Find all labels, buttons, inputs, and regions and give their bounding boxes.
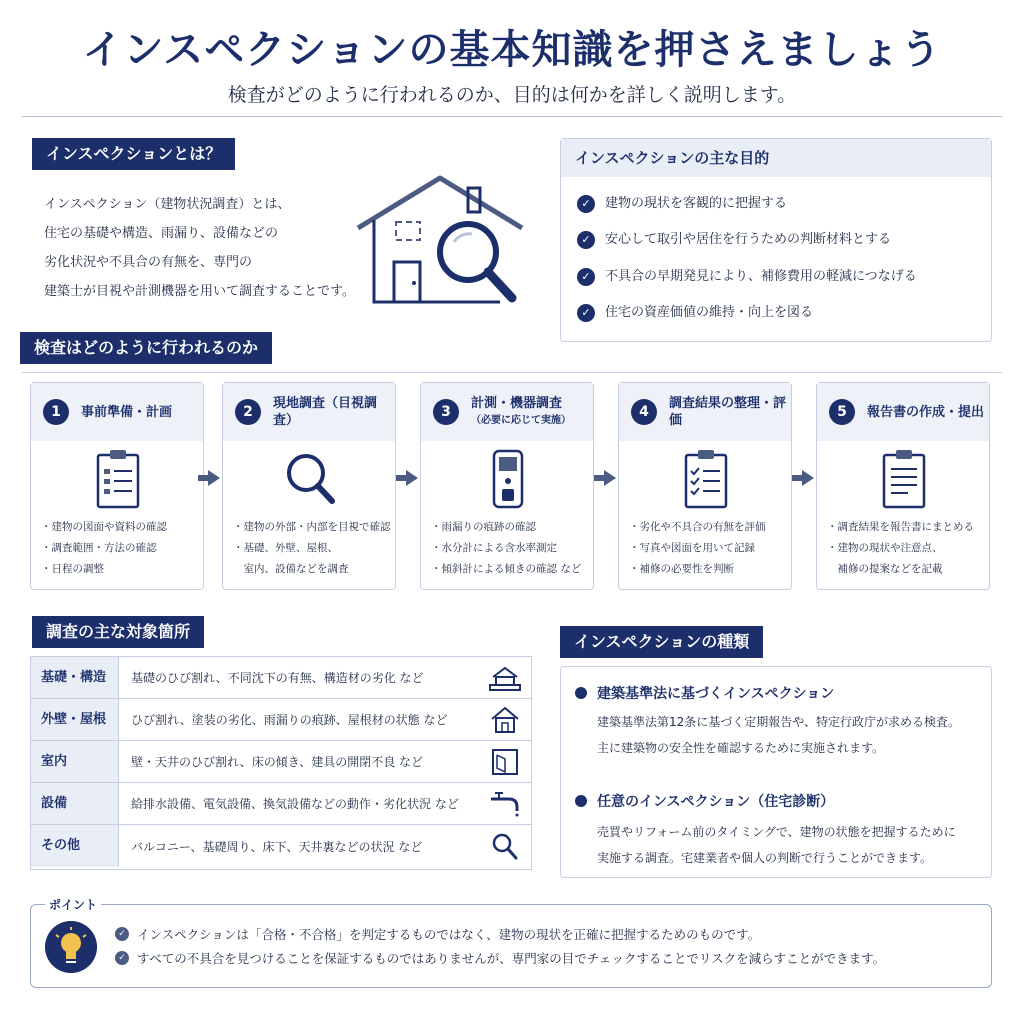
purpose-item [577, 266, 917, 288]
check-icon: ✓ [115, 951, 129, 965]
checklist-icon [676, 447, 736, 511]
row-description: 基礎のひび割れ、不同沈下の有無、構造材の劣化 など [131, 671, 424, 685]
check-icon: ✓ [115, 927, 129, 941]
type-title: 任意のインスペクション（住宅診断） [575, 791, 834, 811]
type-description [597, 819, 956, 871]
check-icon: ✓ [577, 195, 595, 213]
row-category: 室内 [31, 741, 119, 782]
step-title: 現地調査（目視調査） [273, 396, 378, 428]
intro-line: 劣化状況や不具合の有無を、専門の [44, 255, 253, 270]
flow-step-5 [816, 382, 990, 590]
clipboard-icon [88, 447, 148, 511]
row-category: 設備 [31, 783, 119, 824]
step-bullet: ・日程の調整 [41, 563, 104, 575]
type-line: 売買やリフォーム前のタイミングで、建物の状態を把握するために [597, 825, 956, 839]
step-number: 1 [43, 399, 69, 425]
step-number: 5 [829, 399, 855, 425]
types-card [560, 666, 992, 878]
row-category: 基礎・構造 [31, 657, 119, 698]
point-item: ✓ インスペクションは「合格・不合格」を判定するものではなく、建物の現状を正確に把握するためのものです。 [115, 925, 760, 943]
step-bullet: 補修の提案などを記載 [827, 563, 943, 575]
table-row [31, 825, 531, 867]
targets-label: 調査の主な対象箇所 [32, 616, 204, 648]
flow-arrow-icon [604, 470, 616, 486]
step-bullet: ・調査結果を報告書にまとめる [827, 521, 974, 533]
page-title: インスペクションの基本知識を押さえましょう [82, 27, 942, 73]
step-number: 2 [235, 399, 261, 425]
step-bullet: ・補修の必要性を判断 [629, 563, 734, 575]
measuring-device-icon [478, 447, 538, 511]
bullet-dot-icon [575, 795, 587, 807]
step-bullet: ・建物の外部・内部を目視で確認 [233, 521, 391, 533]
type-description [597, 709, 960, 761]
type-line: 主に建築物の安全性を確認するために実施されます。 [597, 741, 885, 755]
step-bullet: ・傾斜計による傾きの確認 など [431, 563, 582, 575]
point-item: ✓ すべての不具合を見つけることを保証するものではありませんが、専門家の目でチェックすることでリスクを減らすことができます。 [115, 949, 885, 967]
step-bullet: ・調査範囲・方法の確認 [41, 542, 157, 554]
targets-table [30, 656, 532, 870]
flow-step-2 [222, 382, 396, 590]
table-row [31, 699, 531, 741]
step-title: 調査結果の整理・評価 [669, 396, 787, 428]
type-line: 実施する調査。宅建業者や個人の判断で行うことができます。 [597, 851, 933, 865]
step-number: 4 [631, 399, 657, 425]
table-row [31, 657, 531, 699]
purpose-item-text: 住宅の資産価値の維持・向上を図る [605, 305, 814, 320]
flow-arrow-icon [406, 470, 418, 486]
lightbulb-icon [45, 921, 97, 973]
purpose-title: インスペクションの主な目的 [561, 139, 991, 177]
purpose-card [560, 138, 992, 342]
intro-label: インスペクションとは？ [32, 138, 235, 170]
type-line: 建築基準法第12条に基づく定期報告や、特定行政庁が求める検査。 [597, 715, 961, 729]
foundation-icon [487, 663, 523, 693]
house-icon [487, 705, 523, 735]
types-label: インスペクションの種類 [560, 626, 763, 658]
purpose-item [577, 229, 891, 251]
row-description: 壁・天井のひび割れ、床の傾き、建具の開閉不良 など [131, 755, 424, 769]
point-box [30, 898, 992, 988]
step-title: 計測・機器調査 （必要に応じて実施） [471, 396, 571, 426]
step-bullet: ・建物の図面や資料の確認 [41, 521, 167, 533]
flow-step-1 [30, 382, 204, 590]
step-title: 報告書の作成・提出 [867, 404, 985, 420]
purpose-item-text: 不具合の早期発見により、補修費用の軽減につなげる [605, 269, 917, 284]
divider [22, 372, 1002, 373]
type-title: 建築基準法に基づくインスペクション [575, 683, 834, 703]
point-label: ポイント [45, 896, 101, 913]
purpose-item-text: 建物の現状を客観的に把握する [605, 196, 788, 211]
step-number: 3 [433, 399, 459, 425]
step-title: 事前準備・計画 [81, 404, 173, 420]
magnifier-icon [280, 447, 340, 511]
purpose-item-text: 安心して取引や居住を行うための判断材料とする [605, 232, 892, 247]
flow-step-3 [420, 382, 594, 590]
table-row [31, 783, 531, 825]
divider [22, 116, 1002, 117]
check-icon: ✓ [577, 304, 595, 322]
house-inspection-icon [350, 170, 530, 310]
step-bullet: ・水分計による含水率測定 [431, 542, 557, 554]
step-bullet: ・劣化や不具合の有無を評価 [629, 521, 766, 533]
intro-line: 建築士が目視や計測機器を用いて調査することです。 [44, 284, 355, 299]
report-icon [874, 447, 934, 511]
bullet-dot-icon [575, 687, 587, 699]
row-category: 外壁・屋根 [31, 699, 119, 740]
search-icon [487, 831, 523, 861]
flow-label: 検査はどのように行われるのか [20, 332, 272, 364]
door-icon [487, 747, 523, 777]
flow-arrow-icon [802, 470, 814, 486]
table-row [31, 741, 531, 783]
row-description: 給排水設備、電気設備、換気設備などの動作・劣化状況 など [131, 797, 459, 811]
step-bullet: ・建物の現状や注意点、 [827, 542, 943, 554]
intro-line: 住宅の基礎や構造、雨漏り、設備などの [44, 226, 279, 241]
faucet-icon [487, 789, 523, 819]
row-description: ひび割れ、塗装の劣化、雨漏りの痕跡、屋根材の状態 など [131, 713, 448, 727]
flow-step-4 [618, 382, 792, 590]
intro-text [44, 190, 374, 306]
intro-line: インスペクション（建物状況調査）とは、 [44, 197, 291, 212]
page-subtitle: 検査がどのように行われるのか、目的は何かを詳しく説明します。 [227, 84, 797, 106]
step-bullet: ・雨漏りの痕跡の確認 [431, 521, 536, 533]
step-bullet: 室内、設備などを調査 [233, 563, 349, 575]
check-icon: ✓ [577, 268, 595, 286]
row-category: その他 [31, 825, 119, 867]
step-bullet: ・写真や図面を用いて記録 [629, 542, 755, 554]
flow-arrow-icon [208, 470, 220, 486]
purpose-item [577, 193, 787, 215]
step-bullet: ・基礎、外壁、屋根、 [233, 542, 338, 554]
row-description: バルコニー、基礎周り、床下、天井裏などの状況 など [131, 839, 423, 854]
purpose-item [577, 302, 813, 324]
check-icon: ✓ [577, 231, 595, 249]
